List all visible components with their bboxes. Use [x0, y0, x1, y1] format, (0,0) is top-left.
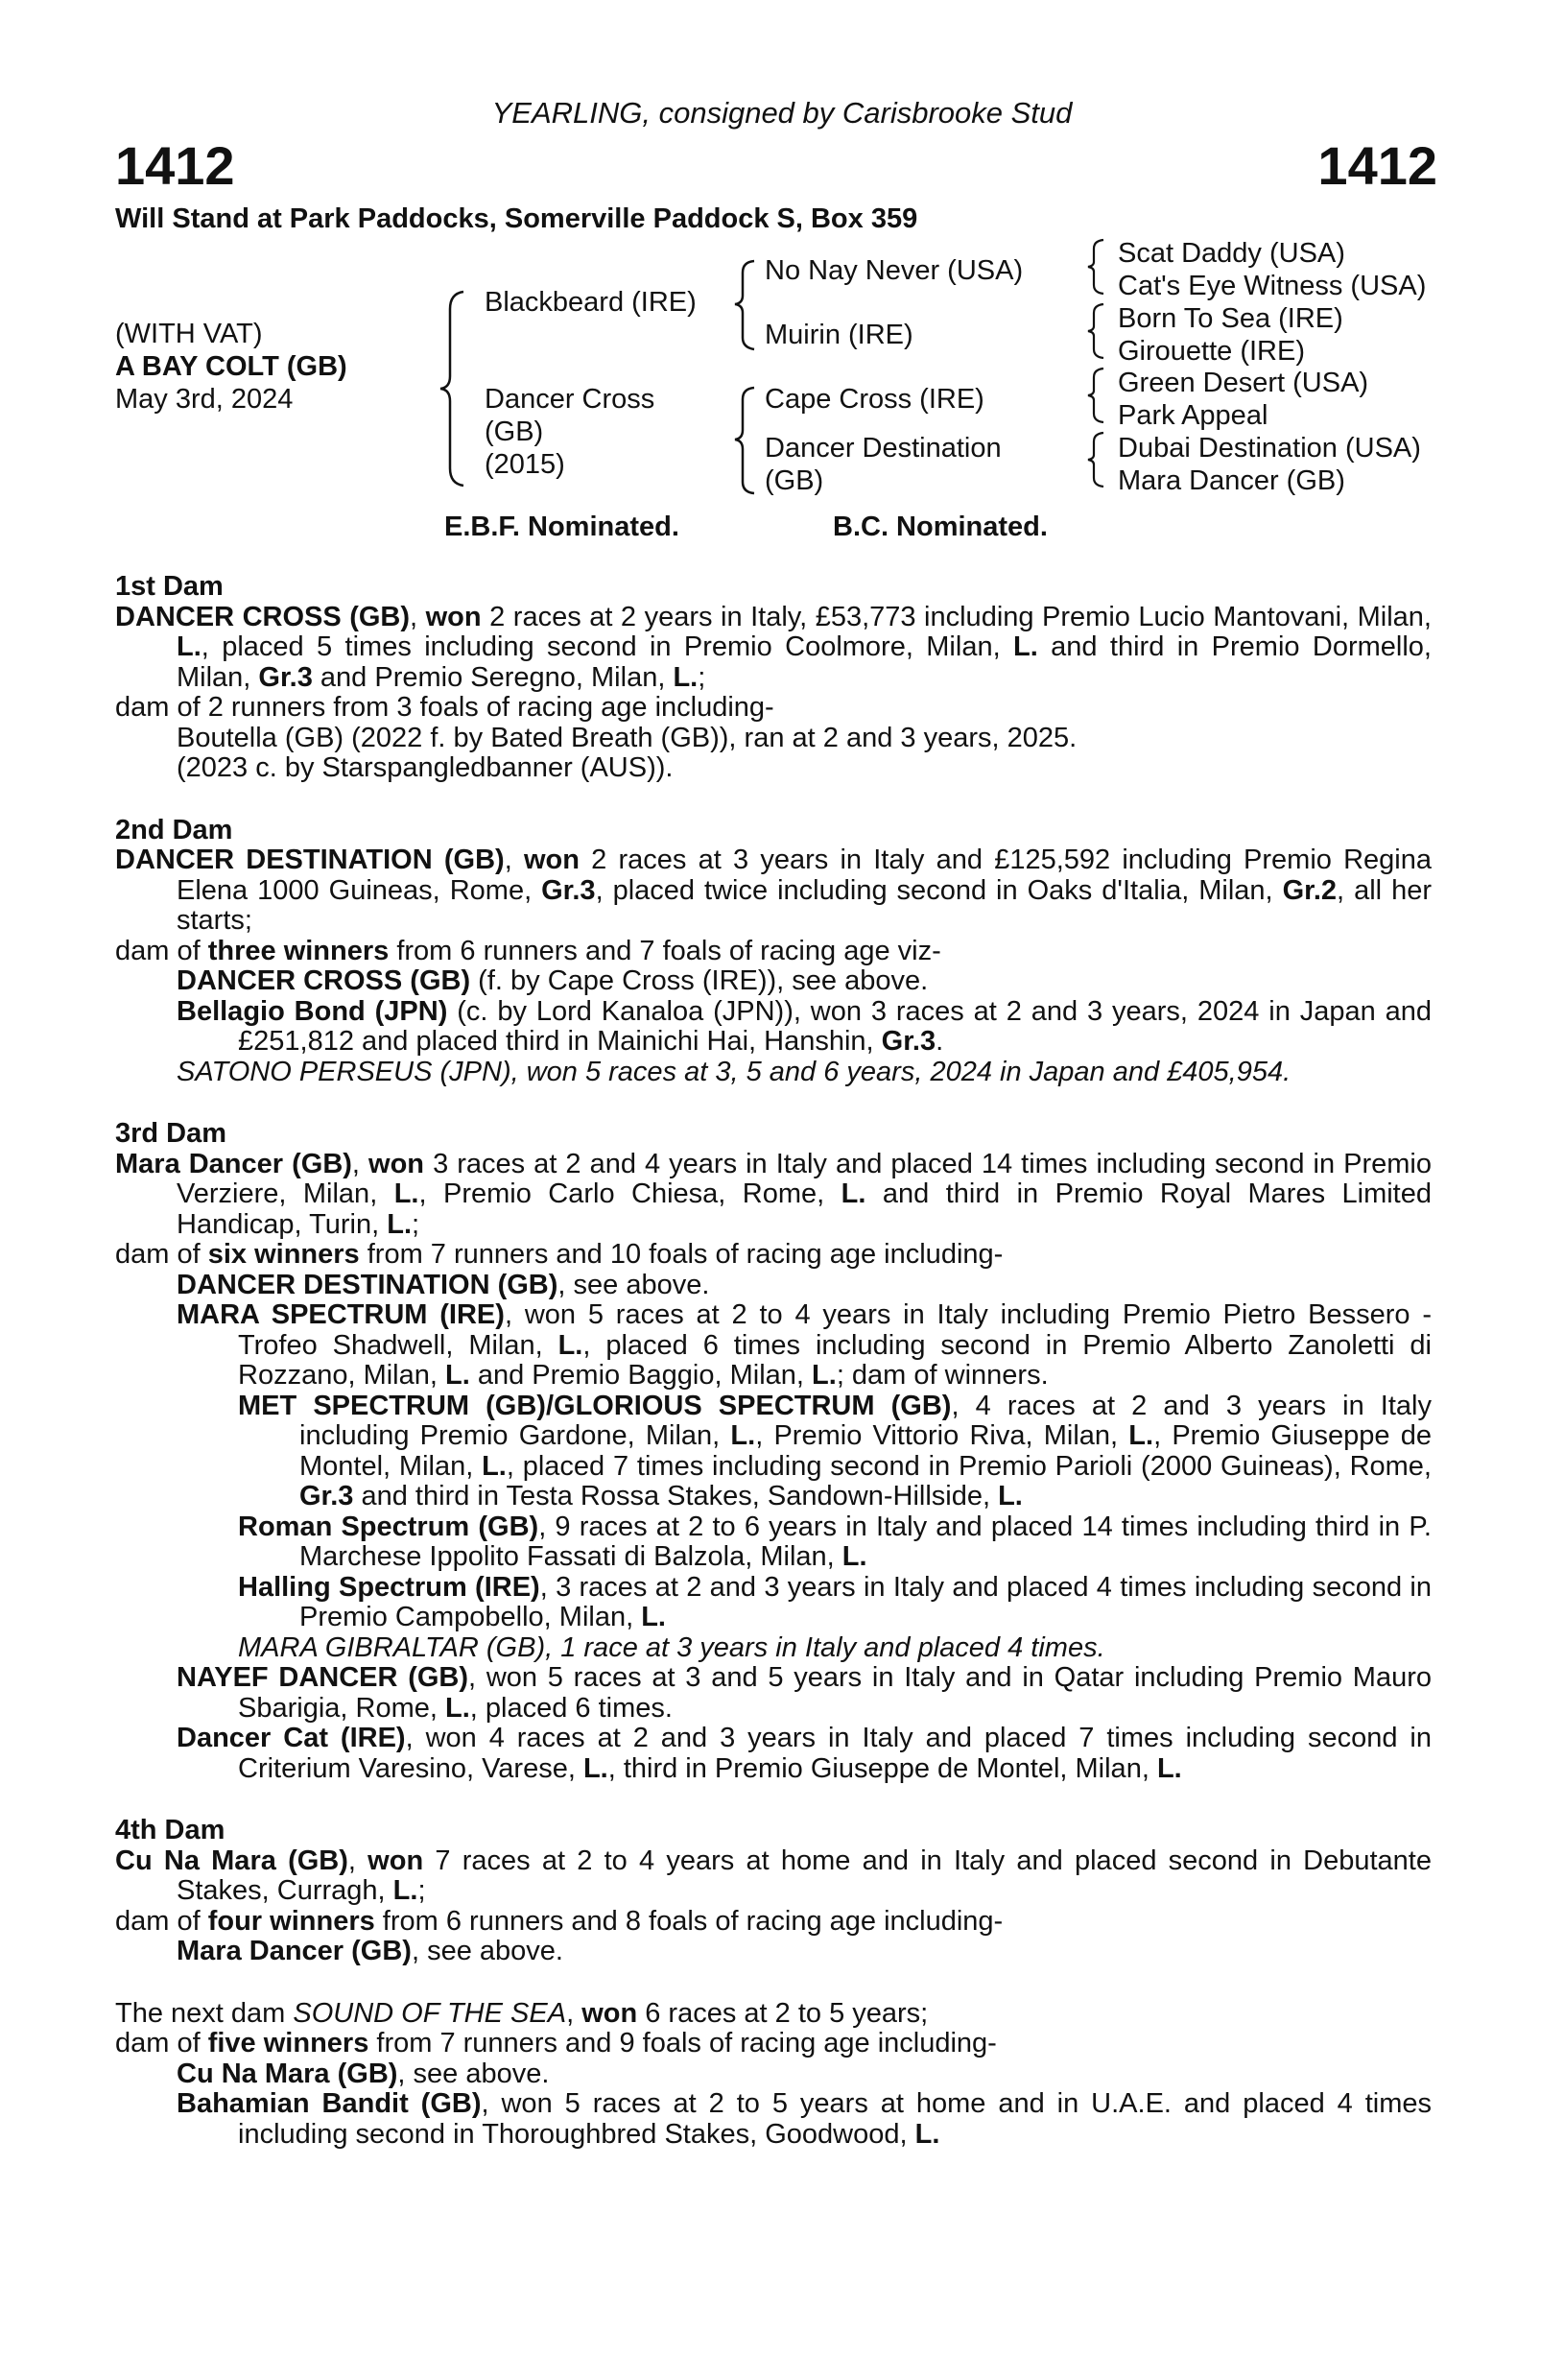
- winners-count: three winners: [207, 935, 390, 966]
- vat-note: (WITH VAT): [115, 319, 263, 349]
- record-text: , third in Premio Giuseppe de Montel, Milan,: [607, 1752, 1157, 1784]
- pedigree-ddd: Mara Dancer (GB): [1118, 465, 1345, 496]
- lot-number-right: 1412: [1317, 135, 1437, 196]
- record-text: , won 4 races at 2 and 3 years in Italy and placed 7 times including second in Criterium Varesino, Varese,: [238, 1723, 1432, 1784]
- record-text: , won 5 races at 2 to 5 years at home and in U.A.E. and placed 4 times including second in Thoroughbred Stakes, Goodwood,: [238, 2088, 1432, 2150]
- record-text: 3 races at 2 and 4 years in Italy and placed 14 times including second in Premio Verziere, Milan,: [177, 1148, 1432, 1209]
- fourth-dam-produce-summary: [115, 1907, 1432, 1938]
- pedigree-dss: Green Desert (USA): [1118, 368, 1369, 398]
- record-text: and third in Testa Rossa Stakes, Sandown-Hillside,: [353, 1481, 999, 1511]
- record-text: , see above.: [557, 1269, 710, 1300]
- pedigree-dam-line1: Dancer Cross: [485, 384, 655, 415]
- pedigree-brace-sire: [731, 257, 760, 353]
- pedigree-brace-sd: [1084, 301, 1109, 361]
- won-label: won: [425, 601, 482, 632]
- lot-number-left: 1412: [115, 135, 235, 196]
- dam-name: DANCER DESTINATION (GB): [115, 845, 505, 875]
- record-text: ,: [566, 1997, 582, 2029]
- record-text: , see above.: [397, 2058, 550, 2089]
- next-dam-offspring: [115, 2089, 1432, 2150]
- group-marker: Gr.2: [1282, 874, 1338, 906]
- listed-marker: L.: [998, 1481, 1023, 1511]
- pedigree-sire-dam: Muirin (IRE): [765, 320, 913, 350]
- offspring-name: Mara Dancer (GB): [177, 1936, 412, 1966]
- first-dam-heading: 1st Dam: [115, 571, 224, 602]
- second-dam-offspring: SATONO PERSEUS (JPN), won 5 races at 3, 5 and 6 years, 2024 in Japan and £405,954.: [177, 1056, 1291, 1087]
- listed-marker: L.: [387, 1208, 413, 1240]
- record-text: , 3 races at 2 and 3 years in Italy and placed 4 times including second in Premio Campobello, Milan,: [299, 1571, 1432, 1632]
- pedigree-sss: Scat Daddy (USA): [1118, 238, 1345, 269]
- pedigree-brace-dam: [731, 384, 760, 497]
- winners-count: five winners: [207, 2028, 369, 2059]
- winners-count: six winners: [207, 1239, 360, 1270]
- listed-marker: L.: [445, 1360, 470, 1391]
- summary-text: from 6 runners and 7 foals of racing age viz-: [389, 935, 941, 966]
- record-text: , 9 races at 2 to 6 years in Italy and placed 14 times including third in P. Marchese Ippolito Fassati di Balzola, Milan,: [299, 1511, 1432, 1572]
- record-text: ; dam of winners.: [836, 1360, 1049, 1391]
- first-dam-offspring: Boutella (GB) (2022 f. by Bated Breath (GB)), ran at 2 and 3 years, 2025.: [177, 722, 1078, 753]
- record-text: and Premio Seregno, Milan,: [312, 661, 674, 693]
- dam-name: DANCER CROSS (GB): [115, 601, 411, 632]
- fourth-dam-heading: 4th Dam: [115, 1815, 225, 1845]
- summary-text: dam of: [115, 1239, 208, 1270]
- offspring-name: DANCER DESTINATION (GB): [177, 1269, 558, 1300]
- won-label: won: [367, 1844, 424, 1876]
- offspring-name: Bellagio Bond (JPN): [177, 995, 448, 1027]
- record-text: and third in Premio Dormello, Milan,: [177, 631, 1432, 693]
- offspring-name: Dancer Cat (IRE): [177, 1723, 406, 1753]
- horse-name: A BAY COLT (GB): [115, 351, 347, 382]
- won-label: won: [368, 1148, 425, 1179]
- listed-marker: L.: [730, 1420, 756, 1451]
- record-text: , all her starts;: [177, 874, 1432, 936]
- record-text: and third in Premio Royal Mares Limited Handicap, Turin,: [177, 1178, 1432, 1240]
- listed-marker: L.: [1128, 1420, 1154, 1451]
- grand-offspring: [115, 1512, 1432, 1573]
- pedigree-dam-line3: (2015): [485, 449, 565, 480]
- dam-name: Cu Na Mara (GB): [115, 1844, 348, 1876]
- listed-marker: L.: [641, 1602, 666, 1632]
- pedigree-brace-ds: [1084, 366, 1109, 425]
- second-dam-offspring: [115, 966, 1432, 997]
- record-text: , placed 6 times.: [469, 1692, 673, 1724]
- pedigree-sire: Blackbeard (IRE): [485, 287, 697, 318]
- pedigree-dam-line2: (GB): [485, 416, 544, 447]
- record-text: 2 races at 3 years in Italy and £125,592 including Premio Regina Elena 1000 Guineas, Rome,: [177, 845, 1432, 906]
- pedigree-dam-dam-line2: (GB): [765, 465, 824, 496]
- record-text: , placed 6 times including second in Premio Alberto Zanoletti di Rozzano, Milan,: [238, 1329, 1432, 1391]
- record-text: (c. by Lord Kanaloa (JPN)), won 3 races at 2 and 3 years, 2024 in Japan and £251,812 and placed third in Mainichi Hai, Hanshin,: [238, 995, 1432, 1057]
- record-text: , Premio Carlo Chiesa, Rome,: [418, 1178, 841, 1209]
- ebf-nomination: E.B.F. Nominated.: [444, 512, 679, 542]
- won-label: won: [581, 1997, 638, 2029]
- offspring-name: Bahamian Bandit (GB): [177, 2088, 482, 2119]
- record-text: ;: [417, 1875, 426, 1906]
- record-text: (f. by Cape Cross (IRE)), see above.: [470, 965, 929, 996]
- second-dam-record: DANCER DESTINATION (GB), won 2 races at 3 years in Italy and £125,592 including Premio Regina Elena 1000 Guineas, Rome, Gr.3, placed twice including second in Oaks d'Italia, Milan, Gr.2, all her starts;: [115, 845, 1432, 936]
- pedigree-sdd: Girouette (IRE): [1118, 336, 1305, 367]
- pedigree-sire-sire: No Nay Never (USA): [765, 255, 1024, 286]
- pedigree-brace-dd: [1084, 430, 1109, 489]
- dam-name: Mara Dancer (GB): [115, 1148, 352, 1179]
- second-dam-heading: 2nd Dam: [115, 814, 233, 845]
- record-text: , won 5 races at 2 to 4 years in Italy including Premio Pietro Bessero - Trofeo Shadwell, Milan,: [238, 1299, 1432, 1361]
- foaling-date: May 3rd, 2024: [115, 384, 294, 415]
- summary-text: dam of: [115, 935, 208, 966]
- record-text: The next dam: [115, 1997, 294, 2029]
- summary-text: dam of: [115, 1905, 208, 1937]
- record-text: , 4 races at 2 and 3 years in Italy including Premio Gardone, Milan,: [299, 1390, 1432, 1451]
- offspring-name: MARA SPECTRUM (IRE): [177, 1299, 505, 1330]
- listed-marker: L.: [445, 1692, 470, 1724]
- listed-marker: L.: [177, 631, 201, 662]
- dam-name: SOUND OF THE SEA: [293, 1997, 567, 2029]
- listed-marker: L.: [1156, 1752, 1182, 1784]
- listed-marker: L.: [582, 1752, 608, 1784]
- record-text: and Premio Baggio, Milan,: [469, 1360, 813, 1391]
- second-dam-produce-summary: [115, 937, 1432, 967]
- listed-marker: L.: [393, 1178, 419, 1209]
- group-marker: Gr.3: [299, 1481, 354, 1511]
- record-text: 7 races at 2 to 4 years at home and in Italy and placed second in Debutante Stakes, Curragh,: [177, 1844, 1432, 1906]
- listed-marker: L.: [914, 2118, 940, 2150]
- record-text: .: [936, 1026, 944, 1057]
- listed-marker: L.: [557, 1329, 583, 1361]
- third-dam-offspring: [115, 1663, 1432, 1724]
- third-dam-offspring: [115, 1271, 1432, 1301]
- offspring-name: Roman Spectrum (GB): [238, 1511, 539, 1542]
- pedigree-brace-main: [437, 288, 471, 489]
- offspring-name: MET SPECTRUM (GB)/GLORIOUS SPECTRUM (GB): [238, 1390, 952, 1421]
- fourth-dam-record: Cu Na Mara (GB), won 7 races at 2 to 4 years at home and in Italy and placed second in Debutante Stakes, Curragh, L.;: [115, 1844, 1432, 1906]
- record-text: , placed 7 times including second in Premio Parioli (2000 Guineas), Rome,: [506, 1450, 1432, 1482]
- offspring-name: Cu Na Mara (GB): [177, 2058, 398, 2089]
- third-dam-produce-summary: [115, 1240, 1432, 1271]
- summary-text: from 7 runners and 10 foals of racing age including-: [359, 1239, 1004, 1270]
- offspring-name: DANCER CROSS (GB): [177, 965, 471, 996]
- grand-offspring: MARA GIBRALTAR (GB), 1 race at 3 years in Italy and placed 4 times.: [238, 1631, 1105, 1663]
- record-text: , won 5 races at 3 and 5 years in Italy and in Qatar including Premio Mauro Sbarigia, Rome,: [238, 1662, 1432, 1724]
- bc-nomination: B.C. Nominated.: [833, 512, 1048, 542]
- pedigree-sds: Born To Sea (IRE): [1118, 303, 1343, 334]
- group-marker: Gr.3: [881, 1026, 936, 1057]
- third-dam-offspring: [115, 1300, 1432, 1392]
- consignor-line: YEARLING, consigned by Carisbrooke Stud: [491, 96, 1073, 130]
- group-marker: Gr.3: [541, 874, 596, 906]
- summary-text: from 7 runners and 9 foals of racing age including-: [368, 2028, 997, 2059]
- next-dam-offspring: [115, 2059, 1432, 2090]
- pedigree-dam-sire: Cape Cross (IRE): [765, 384, 984, 415]
- summary-text: from 6 runners and 8 foals of racing age including-: [374, 1905, 1004, 1937]
- record-text: , placed twice including second in Oaks d'Italia, Milan,: [595, 874, 1283, 906]
- third-dam-heading: 3rd Dam: [115, 1118, 227, 1149]
- first-dam-record: DANCER CROSS (GB), won 2 races at 2 years in Italy, £53,773 including Premio Lucio Mantovani, Milan, L., placed 5 times including second in Premio Coolmore, Milan, L. and third in Premio Dormello, Milan, Gr.3 and Premio Seregno, Milan, L.;: [115, 601, 1432, 693]
- pedigree-dam-dam-line1: Dancer Destination: [765, 433, 1002, 464]
- grand-offspring: [115, 1573, 1432, 1633]
- record-text: , placed 5 times including second in Premio Coolmore, Milan,: [201, 631, 1014, 662]
- listed-marker: L.: [812, 1360, 837, 1391]
- produce-record: [115, 572, 1432, 2150]
- listed-marker: L.: [1013, 631, 1038, 662]
- record-text: ;: [698, 661, 706, 693]
- next-dam-produce-summary: [115, 2029, 1432, 2059]
- record-text: , Premio Vittorio Riva, Milan,: [755, 1420, 1129, 1451]
- listed-marker: L.: [392, 1875, 418, 1906]
- record-text: , see above.: [411, 1936, 563, 1966]
- next-dam-record: [115, 1999, 1432, 2030]
- first-dam-offspring: (2023 c. by Starspangledbanner (AUS)).: [177, 752, 674, 783]
- pedigree-ssd: Cat's Eye Witness (USA): [1118, 271, 1427, 301]
- winners-count: four winners: [207, 1905, 375, 1937]
- listed-marker: L.: [482, 1450, 507, 1482]
- record-text: , Premio Giuseppe de Montel, Milan,: [299, 1420, 1433, 1482]
- third-dam-record: Mara Dancer (GB), won 3 races at 2 and 4 years in Italy and placed 14 times including second in Premio Verziere, Milan, L., Premio Carlo Chiesa, Rome, L. and third in Premio Royal Mares Limited Handicap, Turin, L.;: [115, 1148, 1432, 1240]
- record-text: 2 races at 2 years in Italy, £53,773 including Premio Lucio Mantovani, Milan,: [481, 601, 1432, 632]
- listed-marker: L.: [841, 1178, 866, 1209]
- pedigree-brace-ss: [1084, 237, 1109, 297]
- third-dam-offspring: [115, 1724, 1432, 1784]
- pedigree-dds: Dubai Destination (USA): [1118, 433, 1421, 464]
- listed-marker: L.: [673, 661, 699, 693]
- record-text: 6 races at 2 to 5 years;: [637, 1997, 929, 2029]
- group-marker: Gr.3: [258, 661, 313, 693]
- listed-marker: L.: [841, 1541, 867, 1572]
- grand-offspring: [115, 1392, 1432, 1512]
- stand-location: Will Stand at Park Paddocks, Somerville Paddock S, Box 359: [115, 203, 918, 234]
- summary-text: dam of: [115, 2028, 208, 2059]
- fourth-dam-offspring: [115, 1937, 1432, 1967]
- second-dam-offspring: [115, 997, 1432, 1058]
- record-text: ;: [412, 1208, 420, 1240]
- won-label: won: [523, 845, 580, 875]
- first-dam-produce-summary: dam of 2 runners from 3 foals of racing age including-: [115, 692, 774, 723]
- pedigree-dsd: Park Appeal: [1118, 400, 1268, 431]
- offspring-name: NAYEF DANCER (GB): [177, 1662, 469, 1693]
- offspring-name: Halling Spectrum (IRE): [238, 1571, 540, 1603]
